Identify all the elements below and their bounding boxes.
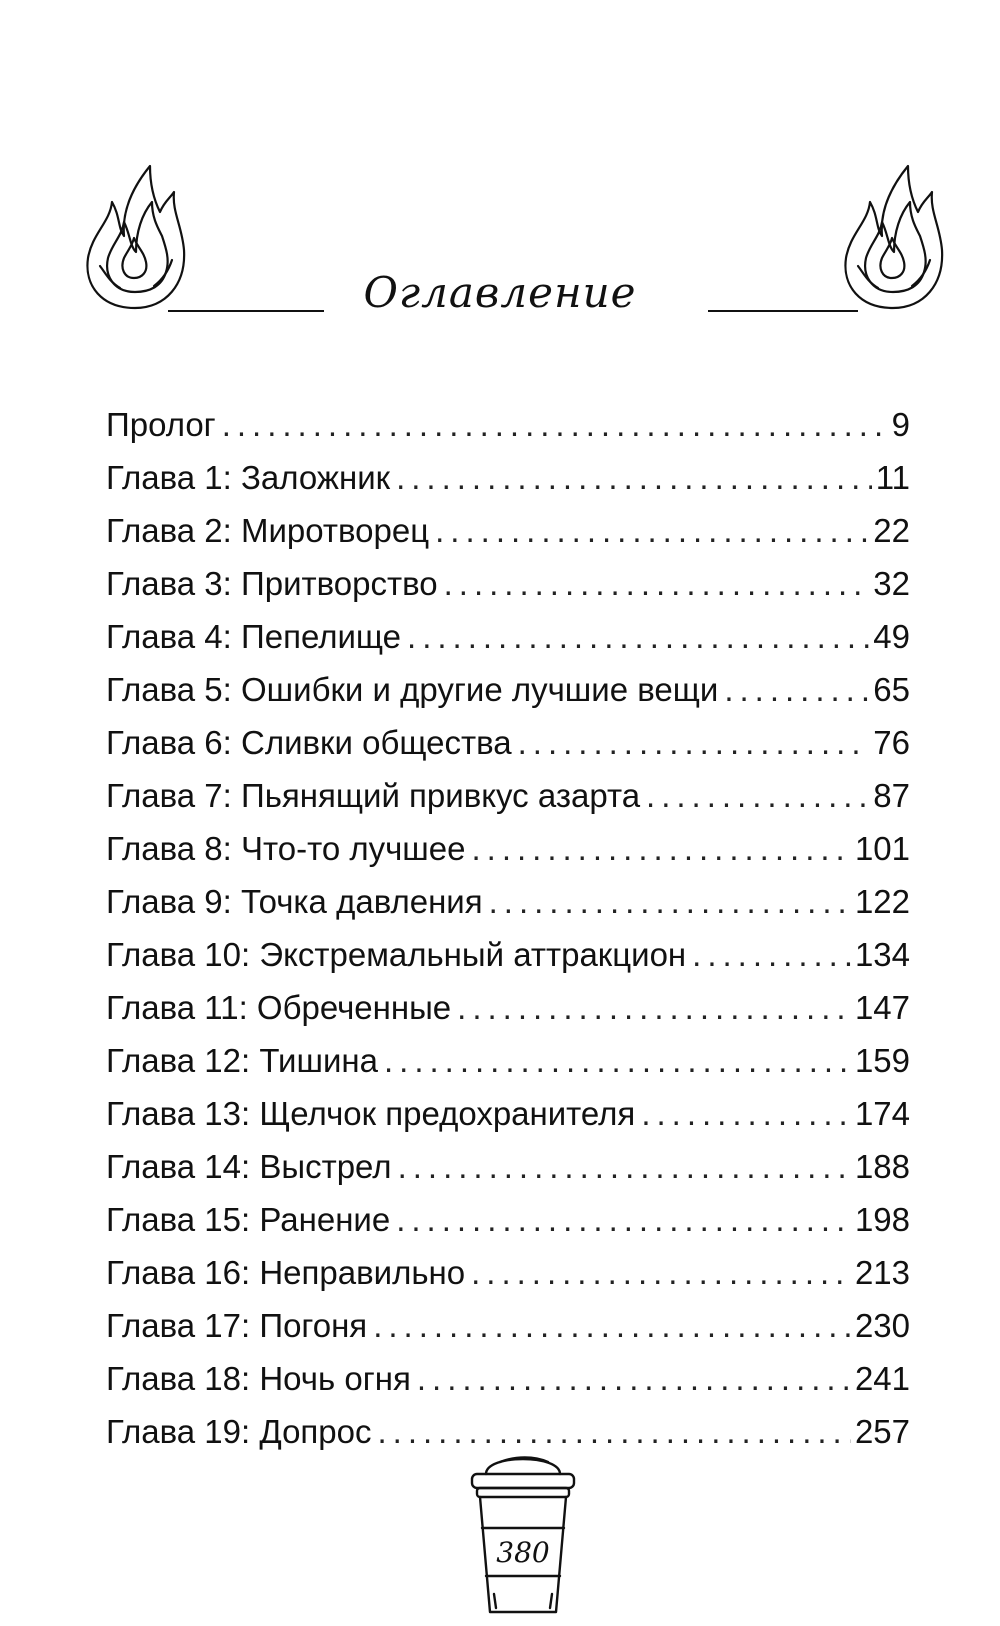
toc-leader-dots: [641, 1087, 851, 1140]
toc-entry-title: Глава 1: Заложник: [106, 459, 391, 496]
toc-entry: [106, 1034, 910, 1087]
toc-entry-title: Пролог: [106, 406, 216, 443]
toc-entry-title: Глава 11: Обреченные: [106, 989, 452, 1026]
toc-entry: [106, 1352, 910, 1405]
toc-entry: [106, 504, 910, 557]
coffee-cup-icon: [464, 1444, 582, 1620]
toc-entry-title: Глава 16: Неправильно: [106, 1254, 466, 1291]
toc-entry: [106, 1299, 910, 1352]
toc-entry: [106, 1140, 910, 1193]
toc-entry-title: Глава 10: Экстремальный аттракцион: [106, 936, 687, 973]
toc-leader-dots: [471, 1246, 851, 1299]
toc-entry: [106, 451, 910, 504]
toc-entry-page: 213: [854, 1254, 910, 1291]
toc-leader-dots: [407, 610, 869, 663]
toc-entry-title: Глава 4: Пепелище: [106, 618, 402, 655]
toc-entry-page: 241: [854, 1360, 910, 1397]
toc-entry-page: 87: [873, 777, 910, 814]
toc-entry: [106, 875, 910, 928]
toc-entry: [106, 663, 910, 716]
page-title: Оглавление: [363, 268, 637, 317]
toc-entry-page: 174: [854, 1095, 910, 1132]
toc-leader-dots: [396, 1193, 851, 1246]
toc-entry-page: 9: [891, 406, 910, 443]
toc-leader-dots: [457, 981, 851, 1034]
toc-leader-dots: [378, 1405, 851, 1458]
toc-entry: [106, 610, 910, 663]
toc-entry-page: 230: [854, 1307, 910, 1344]
toc-entry-title: Глава 5: Ошибки и другие лучшие вещи: [106, 671, 719, 708]
table-of-contents: [106, 398, 910, 1458]
toc-entry-page: 122: [854, 883, 910, 920]
toc-entry-title: Глава 13: Щелчок предохранителя: [106, 1095, 636, 1132]
toc-leader-dots: [471, 822, 850, 875]
toc-leader-dots: [398, 1140, 851, 1193]
toc-entry: [106, 822, 910, 875]
toc-leader-dots: [417, 1352, 851, 1405]
toc-entry-page: 76: [873, 724, 910, 761]
toc-leader-dots: [222, 398, 888, 451]
toc-entry-page: 11: [875, 459, 910, 496]
toc-entry-title: Глава 14: Выстрел: [106, 1148, 392, 1185]
toc-entry-page: 22: [873, 512, 910, 549]
toc-leader-dots: [646, 769, 869, 822]
toc-entry-page: 257: [854, 1413, 910, 1450]
toc-entry-title: Глава 6: Сливки общества: [106, 724, 512, 761]
toc-leader-dots: [518, 716, 870, 769]
toc-entry-title: Глава 15: Ранение: [106, 1201, 391, 1238]
toc-entry-page: 147: [854, 989, 910, 1026]
toc-entry: [106, 1246, 910, 1299]
toc-leader-dots: [489, 875, 851, 928]
toc-entry-page: 159: [854, 1042, 910, 1079]
toc-entry-page: 32: [873, 565, 910, 602]
toc-entry-title: Глава 7: Пьянящий привкус азарта: [106, 777, 641, 814]
toc-entry-title: Глава 18: Ночь огня: [106, 1360, 411, 1397]
toc-entry-title: Глава 8: Что-то лучшее: [106, 830, 466, 867]
toc-entry: [106, 1193, 910, 1246]
toc-entry-page: 134: [854, 936, 910, 973]
toc-entry-page: 49: [873, 618, 910, 655]
toc-entry: [106, 928, 910, 981]
toc-entry: [106, 981, 910, 1034]
toc-leader-dots: [692, 928, 851, 981]
toc-entry-title: Глава 19: Допрос: [106, 1413, 372, 1450]
toc-leader-dots: [724, 663, 869, 716]
toc-entry: [106, 557, 910, 610]
toc-leader-dots: [444, 557, 870, 610]
toc-entry-page: 65: [873, 671, 910, 708]
toc-leader-dots: [384, 1034, 851, 1087]
toc-entry-title: Глава 12: Тишина: [106, 1042, 378, 1079]
toc-entry: [106, 769, 910, 822]
toc-leader-dots: [373, 1299, 851, 1352]
toc-entry: [106, 1087, 910, 1140]
toc-entry-title: Глава 3: Притворство: [106, 565, 438, 602]
toc-entry-page: 198: [854, 1201, 910, 1238]
page-number: 380: [496, 1536, 550, 1569]
toc-entry-page: 188: [854, 1148, 910, 1185]
toc-entry-page: 101: [854, 830, 910, 867]
toc-leader-dots: [435, 504, 869, 557]
toc-entry: [106, 398, 910, 451]
toc-entry: [106, 716, 910, 769]
toc-leader-dots: [396, 451, 872, 504]
toc-entry-title: Глава 17: Погоня: [106, 1307, 368, 1344]
toc-entry-title: Глава 9: Точка давления: [106, 883, 483, 920]
toc-entry-title: Глава 2: Миротворец: [106, 512, 430, 549]
